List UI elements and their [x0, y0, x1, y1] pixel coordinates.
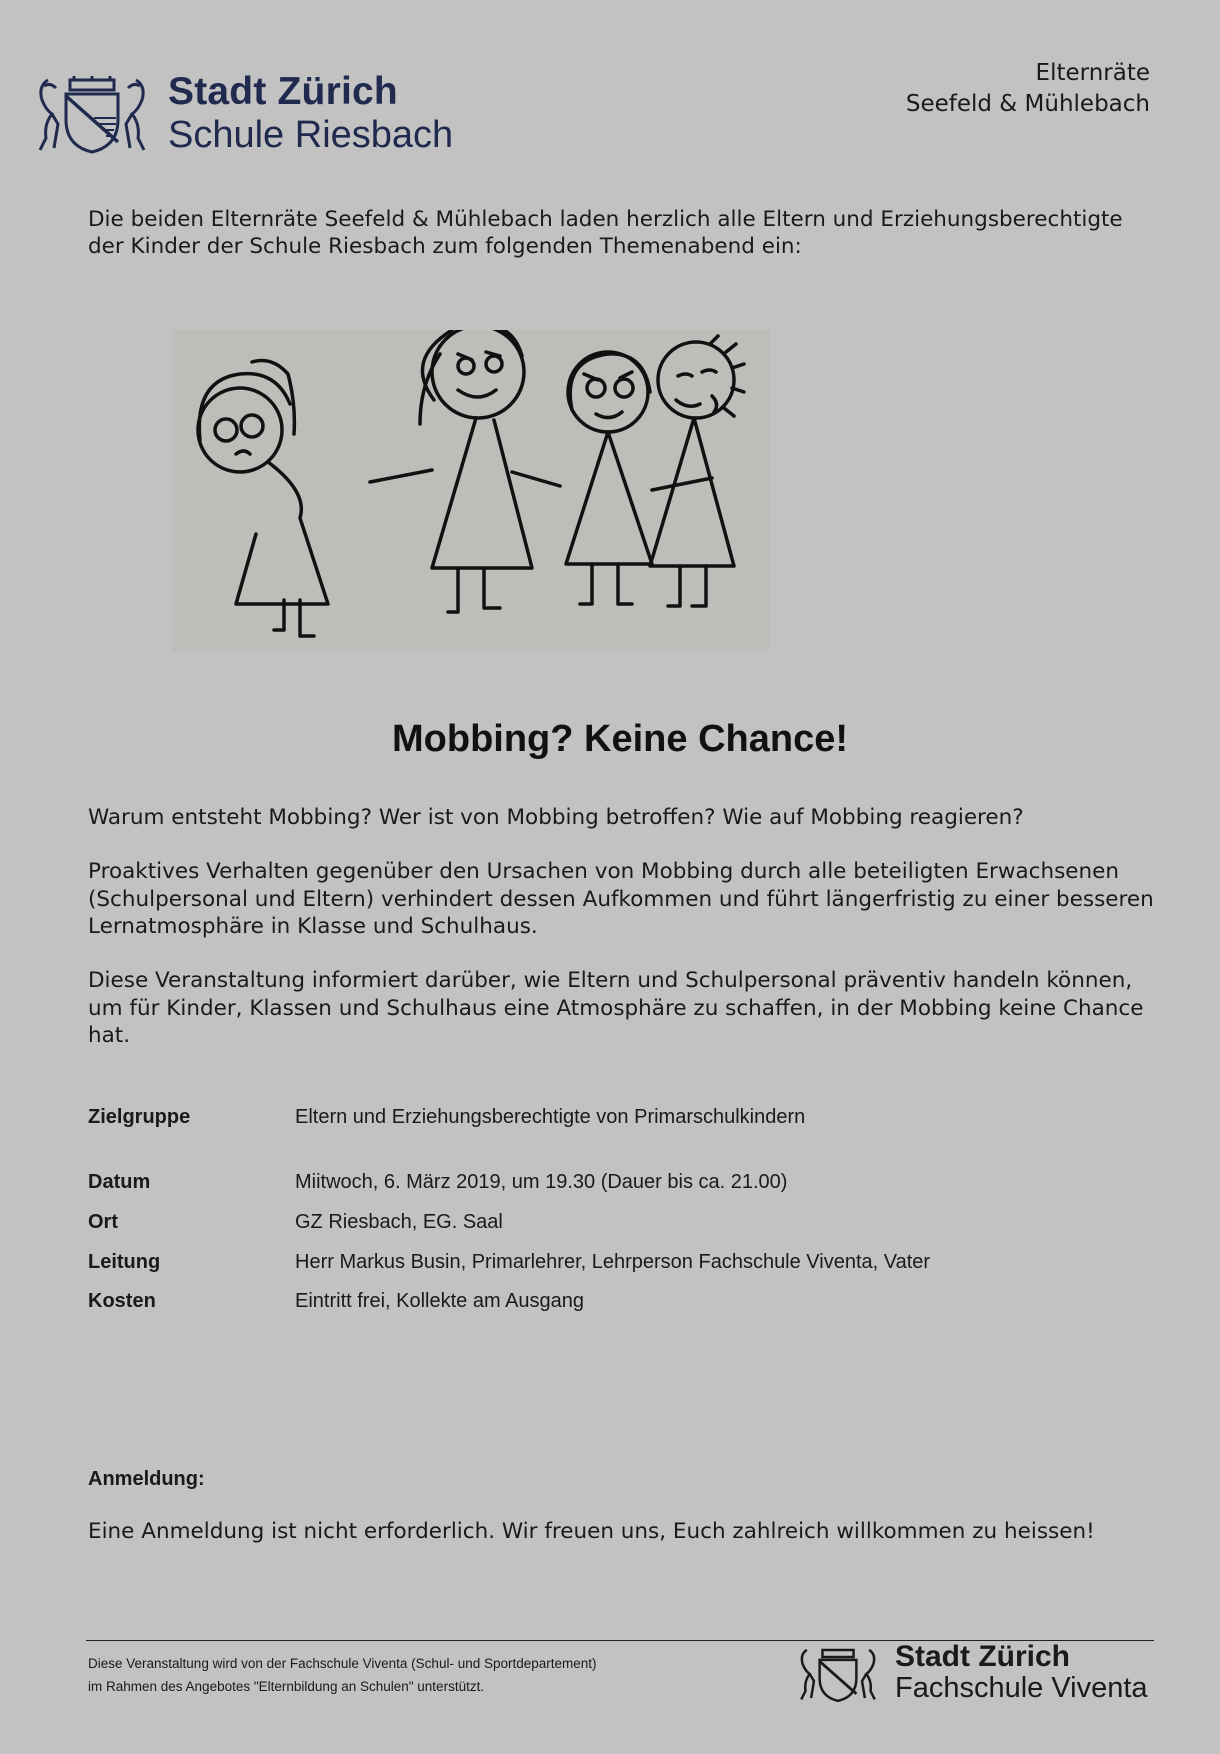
intro-text: Die beiden Elternräte Seefeld & Mühlebach laden herzlich alle Eltern und Erziehungsberechtigte der Kinder der Schule Riesbach zum folgenden Themenabend ein: [88, 207, 1123, 259]
mobbing-illustration [172, 330, 770, 652]
council-line-1: Elternräte [1035, 60, 1150, 86]
detail-label-leitung: Leitung [88, 1251, 161, 1273]
event-description-paragraph: Diese Veranstaltung informiert darüber, wie Eltern und Schulpersonal präventiv handeln können, um für Kinder, Klassen und Schulhaus eine Atmosphäre zu schaffen, in der Mobbing keine Chance hat. [88, 968, 1144, 1048]
zurich-coat-of-arms-icon [797, 1644, 879, 1704]
question-paragraph: Warum entsteht Mobbing? Wer ist von Mobbing betroffen? Wie auf Mobbing reagieren? [88, 805, 1024, 830]
footer-note-line-1: Diese Veranstaltung wird von der Fachschule Viventa (Schul- und Sportdepartement) [88, 1656, 597, 1671]
brand-name: Stadt Zürich [168, 70, 398, 113]
detail-value-kosten: Eintritt frei, Kollekte am Ausgang [295, 1290, 585, 1312]
zurich-coat-of-arms-icon [34, 72, 150, 156]
detail-label-ort: Ort [88, 1211, 118, 1233]
footer-note-line-2: im Rahmen des Angebotes "Elternbildung an Schulen" unterstützt. [88, 1679, 485, 1694]
council-block [906, 58, 1150, 120]
footer-note [88, 1652, 597, 1698]
detail-label-datum: Datum [88, 1171, 151, 1193]
registration-label: Anmeldung: [88, 1468, 205, 1490]
behaviour-paragraph: Proaktives Verhalten gegenüber den Ursachen von Mobbing durch alle beteiligten Erwachsenen (Schulpersonal und Eltern) verhindert dessen Aufkommen und führt längerfristig zu einer besseren Lernatmosphäre in Klasse und Schulhaus. [88, 859, 1154, 939]
footer-brand-name: Stadt Zürich [895, 1640, 1071, 1673]
event-title: Mobbing? Keine Chance! [392, 718, 848, 760]
council-line-2: Seefeld & Mühlebach [905, 91, 1150, 117]
footer-school-name: Fachschule Viventa [895, 1672, 1148, 1704]
school-name: Schule Riesbach [168, 114, 454, 156]
detail-value-ort: GZ Riesbach, EG. Saal [295, 1211, 503, 1233]
detail-value-datum: Miitwoch, 6. März 2019, um 19.30 (Dauer bis ca. 21.00) [295, 1171, 788, 1193]
detail-label-zielgruppe: Zielgruppe [88, 1106, 191, 1128]
detail-value-leitung: Herr Markus Busin, Primarlehrer, Lehrperson Fachschule Viventa, Vater [295, 1251, 931, 1273]
detail-label-kosten: Kosten [88, 1290, 156, 1312]
detail-value-zielgruppe: Eltern und Erziehungsberechtigte von Primarschulkindern [295, 1106, 806, 1128]
registration-text: Eine Anmeldung ist nicht erforderlich. Wir freuen uns, Euch zahlreich willkommen zu heissen! [88, 1519, 1095, 1544]
